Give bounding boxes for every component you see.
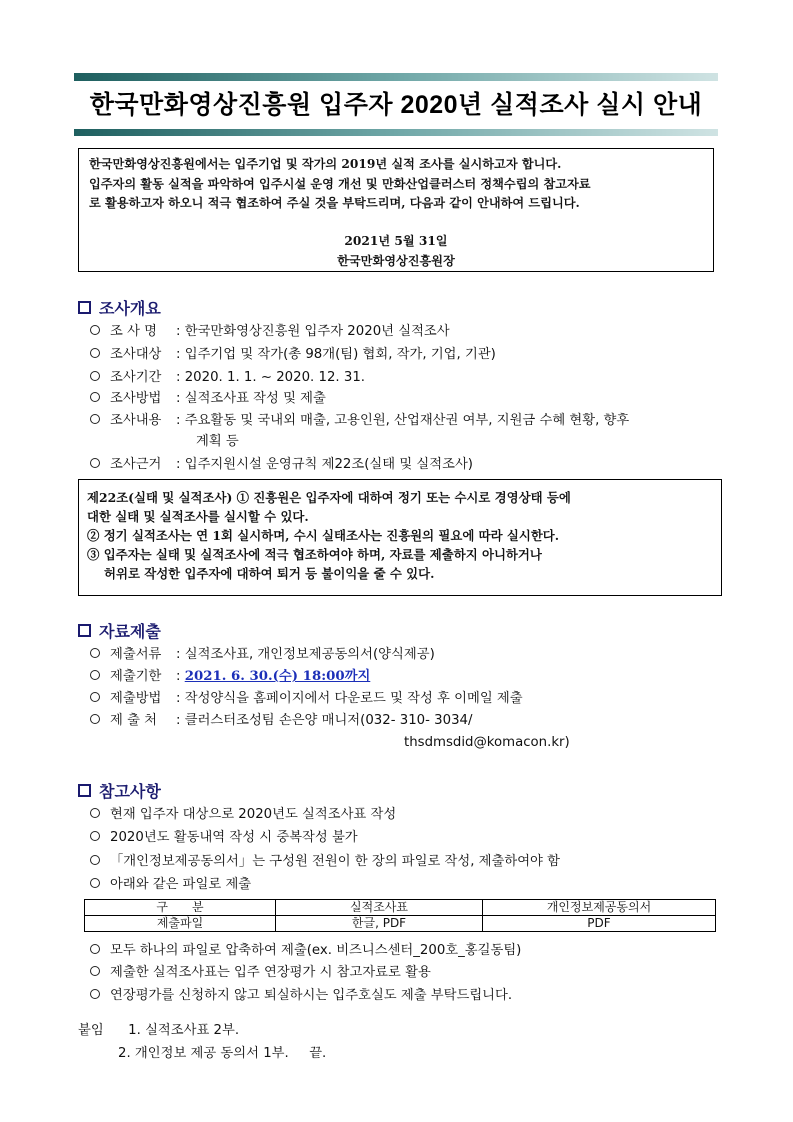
list-item: 제출한 실적조사표는 입주 연장평가 시 참고자료로 활용 [90, 964, 431, 982]
intro-signer: 한국만화영상진흥원장 [337, 253, 455, 268]
list-item: 현재 입주자 대상으로 2020년도 실적조사표 작성 [90, 806, 396, 824]
intro-box [78, 148, 714, 272]
list-item-value-cont: 계획 등 [196, 434, 239, 449]
circle-bullet-icon [90, 855, 100, 865]
list-item: 「개인정보제공동의서」는 구성원 전원이 한 장의 파일로 작성, 제출하여야 함 [90, 853, 560, 871]
attachment-label: 붙임 [78, 1023, 104, 1038]
list-item: 모두 하나의 파일로 압축하여 제출(ex. 비즈니스센터_200호_홍길동팀) [90, 942, 521, 960]
circle-bullet-icon [90, 944, 100, 954]
list-item: 조사대상 [90, 346, 161, 364]
circle-bullet-icon [90, 831, 100, 841]
list-item: 2020년도 활동내역 작성 시 중복작성 불가 [90, 829, 358, 847]
table-cell: PDF [483, 916, 716, 932]
title-top-bar [74, 73, 718, 81]
section-heading-notes: 참고사항 [78, 779, 161, 801]
circle-bullet-icon [90, 966, 100, 976]
list-item: 제 출 처 [90, 712, 157, 730]
intro-line: 한국만화영상진흥원에서는 입주기업 및 작가의 2019년 실적 조사를 실시하고자 합니다. [89, 157, 562, 171]
regulation-line: 허위로 작성한 입주자에 대하여 퇴거 등 불이익을 줄 수 있다. [104, 566, 435, 581]
regulation-line: ③ 입주자는 실태 및 실적조사에 적극 협조하여야 하며, 자료를 제출하지 아니하거나 [87, 547, 542, 562]
table-header: 개인정보제공동의서 [483, 900, 716, 916]
list-item-value: 주요활동 및 국내외 매출, 고용인원, 산업재산권 여부, 지원금 수혜 현황, 향후 [184, 413, 630, 428]
circle-bullet-icon [90, 414, 100, 424]
intro-line: 입주자의 활동 실적을 파악하여 입주시설 운영 개선 및 만화산업클러스터 정책수립의 참고자료 [89, 176, 591, 191]
list-item: 조사내용 [90, 412, 161, 430]
circle-bullet-icon [90, 670, 100, 680]
file-format-table [84, 899, 716, 932]
list-item: 조사기간 [90, 369, 161, 387]
circle-bullet-icon [90, 648, 100, 658]
regulation-box [78, 479, 722, 596]
attachment-end: 끝. [309, 1046, 327, 1061]
circle-bullet-icon [90, 325, 100, 335]
list-item-value: 작성양식을 홈페이지에서 다운로드 및 작성 후 이메일 제출 [184, 691, 523, 706]
list-item: 조사근거 [90, 456, 161, 474]
list-item: 연장평가를 신청하지 않고 퇴실하시는 입주호실도 제출 부탁드립니다. [90, 987, 512, 1005]
table-header: 실적조사표 [276, 900, 483, 916]
table-cell: 제출파일 [85, 916, 276, 932]
circle-bullet-icon [90, 692, 100, 702]
intro-line: 로 활용하고자 하오니 적극 협조하여 주실 것을 부탁드리며, 다음과 같이 안내하여 드립니다. [89, 196, 580, 210]
circle-bullet-icon [90, 392, 100, 402]
circle-bullet-icon [90, 348, 100, 358]
page-title: 한국만화영상진흥원 입주자 2020년 실적조사 실시 안내 [89, 91, 703, 119]
regulation-line: 제22조(실태 및 실적조사) ① 진흥원은 입주자에 대하여 정기 또는 수시로 경영상태 등에 [87, 490, 571, 505]
list-item-value: 한국만화영상진흥원 입주자 2020년 실적조사 [184, 324, 450, 339]
regulation-line: ② 정기 실적조사는 연 1회 실시하며, 수시 실태조사는 진흥원의 필요에 따라 실시한다. [87, 528, 560, 543]
table-header-row [85, 900, 716, 916]
contact-email[interactable]: thsdmsdid@komacon.kr) [404, 735, 570, 750]
list-item-value: 실적조사표 작성 및 제출 [184, 391, 326, 406]
square-bullet-icon [78, 624, 91, 637]
list-item: 조사방법 [90, 390, 161, 408]
square-bullet-icon [78, 301, 91, 314]
circle-bullet-icon [90, 878, 100, 888]
list-item-value: 입주기업 및 작가(총 98개(팀) 협회, 작가, 기업, 기관) [184, 347, 496, 362]
table-cell: 한글, PDF [276, 916, 483, 932]
attachment-item: 2. 개인정보 제공 동의서 1부. [118, 1046, 289, 1061]
square-bullet-icon [78, 784, 91, 797]
intro-date: 2021년 5월 31일 [344, 233, 448, 248]
list-item-value: 입주지원시설 운영규칙 제22조(실태 및 실적조사) [184, 457, 473, 472]
circle-bullet-icon [90, 989, 100, 999]
list-item: 제출방법 [90, 690, 161, 708]
list-item: 제출기한 [90, 668, 161, 686]
table-header: 구 분 [85, 900, 276, 916]
list-item: 조 사 명 [90, 323, 157, 341]
circle-bullet-icon [90, 714, 100, 724]
regulation-line: 대한 실태 및 실적조사를 실시할 수 있다. [87, 509, 309, 524]
list-item-value: 실적조사표, 개인정보제공동의서(양식제공) [184, 647, 435, 662]
attachment-line [118, 1045, 326, 1063]
table-row [85, 916, 716, 932]
list-item: 제출서류 [90, 646, 161, 664]
list-item-value: 2020. 1. 1. ~ 2020. 12. 31. [184, 370, 366, 385]
attachment-item: 1. 실적조사표 2부. [128, 1023, 240, 1038]
section-heading-submission: 자료제출 [78, 619, 161, 641]
title-bottom-bar [74, 129, 718, 136]
section-heading-survey: 조사개요 [78, 296, 161, 318]
attachment-line [78, 1022, 239, 1040]
list-item: 아래와 같은 파일로 제출 [90, 876, 251, 894]
circle-bullet-icon [90, 458, 100, 468]
circle-bullet-icon [90, 808, 100, 818]
circle-bullet-icon [90, 371, 100, 381]
list-item-value: 클러스터조성팀 손은양 매니저(032- 310- 3034/ [184, 713, 473, 728]
deadline-value: 2021. 6. 30.(수) 18:00까지 [184, 669, 371, 684]
